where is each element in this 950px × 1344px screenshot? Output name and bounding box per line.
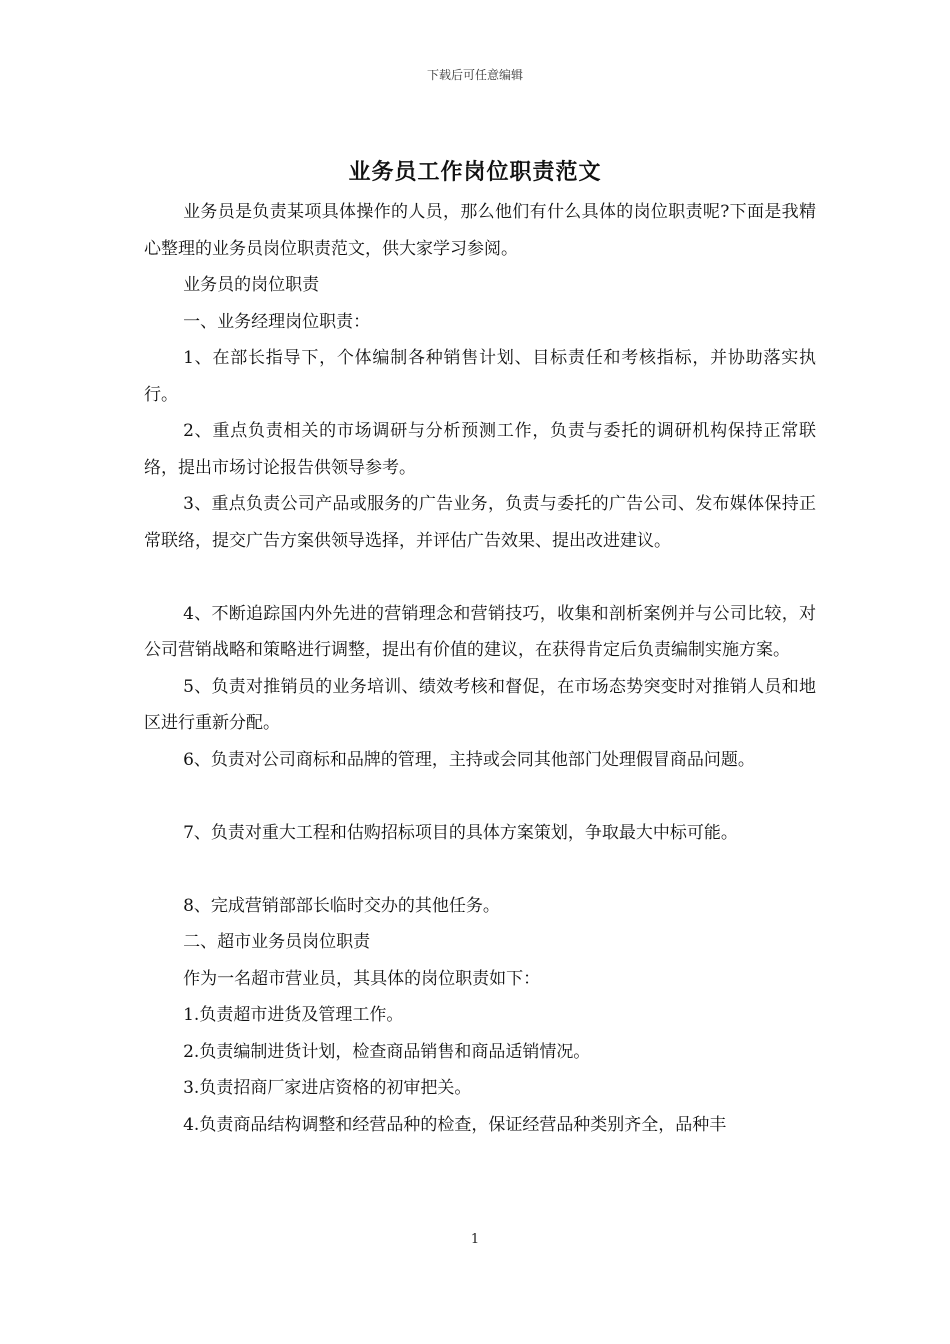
paragraph: 作为一名超市营业员，其具体的岗位职责如下：	[183, 968, 541, 989]
paragraph: 8、完成营销部部长临时交办的其他任务。	[183, 895, 500, 916]
paragraph: 1.负责超市进货及管理工作。	[183, 1005, 404, 1025]
paragraph: 3.负责招商厂家进店资格的初审把关。	[183, 1078, 472, 1098]
paragraph: 业务员是负责某项具体操作的人员，那么他们有什么具体的岗位职责呢?下面是我精心整理的业务员岗位职责范文，供大家学习参阅。	[144, 202, 816, 259]
page-number: 1	[470, 1232, 480, 1247]
paragraph: 6、负责对公司商标和品牌的管理，主持或会同其他部门处理假冒商品问题。	[183, 749, 755, 770]
header-note: 下载后可任意编辑	[426, 68, 523, 82]
paragraph: 业务员的岗位职责	[183, 275, 320, 295]
paragraph: 1、在部长指导下，个体编制各种销售计划、目标责任和考核指标，并协助落实执行。	[144, 348, 816, 405]
paragraph: 5、负责对推销员的业务培训、绩效考核和督促，在市场态势突变时对推销人员和地区进行重新分配。	[144, 676, 816, 733]
paragraph: 一、业务经理岗位职责：	[183, 311, 371, 332]
paragraph: 4.负责商品结构调整和经营品种的检查，保证经营品种类别齐全，品种丰	[183, 1114, 727, 1135]
document-body	[144, 194, 816, 1143]
paragraph: 3、重点负责公司产品或服务的广告业务，负责与委托的广告公司、发布媒体保持正常联络，提交广告方案供领导选择，并评估广告效果、提出改进建议。	[144, 494, 816, 551]
paragraph: 7、负责对重大工程和估购招标项目的具体方案策划，争取最大中标可能。	[183, 822, 738, 843]
paragraph: 4、不断追踪国内外先进的营销理念和营销技巧，收集和剖析案例并与公司比较，对公司营销战略和策略进行调整，提出有价值的建议，在获得肯定后负责编制实施方案。	[144, 603, 816, 660]
paragraph: 2、重点负责相关的市场调研与分析预测工作，负责与委托的调研机构保持正常联络，提出市场讨论报告供领导参考。	[144, 421, 816, 478]
document-title: 业务员工作岗位职责范文	[348, 159, 602, 185]
paragraph: 二、超市业务员岗位职责	[183, 932, 371, 952]
paragraph: 2.负责编制进货计划，检查商品销售和商品适销情况。	[183, 1041, 591, 1062]
